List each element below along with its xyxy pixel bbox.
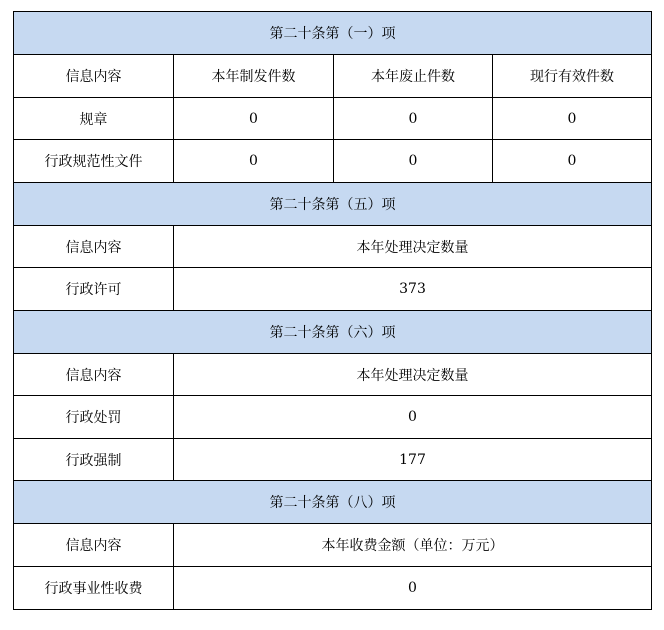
table-header-row bbox=[14, 55, 652, 98]
row-label: 行政规范性文件 bbox=[14, 140, 174, 183]
cell-value: 0 bbox=[174, 567, 652, 610]
section-header-20-1 bbox=[14, 12, 652, 55]
cell-value: 0 bbox=[334, 98, 493, 140]
col-header-fee-amount: 本年收费金额（单位：万元） bbox=[174, 524, 652, 567]
cell-value: 0 bbox=[174, 396, 652, 439]
table-row bbox=[14, 439, 652, 481]
col-header-info: 信息内容 bbox=[14, 524, 174, 567]
section-title: 第二十条第（五）项 bbox=[14, 183, 652, 226]
cell-value: 0 bbox=[174, 98, 334, 140]
col-header-valid: 现行有效件数 bbox=[493, 55, 652, 98]
section-header-20-8 bbox=[14, 481, 652, 524]
cell-value: 177 bbox=[174, 439, 652, 481]
col-header-info: 信息内容 bbox=[14, 354, 174, 396]
table-row bbox=[14, 567, 652, 610]
row-label: 行政事业性收费 bbox=[14, 567, 174, 610]
col-header-info: 信息内容 bbox=[14, 55, 174, 98]
col-header-decisions: 本年处理决定数量 bbox=[174, 226, 652, 268]
table-row bbox=[14, 98, 652, 140]
cell-value: 0 bbox=[334, 140, 493, 183]
cell-value: 373 bbox=[174, 268, 652, 311]
section-title: 第二十条第（一）项 bbox=[14, 12, 652, 55]
cell-value: 0 bbox=[493, 140, 652, 183]
table-header-row bbox=[14, 354, 652, 396]
row-label: 行政许可 bbox=[14, 268, 174, 311]
row-label: 行政强制 bbox=[14, 439, 174, 481]
section-title: 第二十条第（六）项 bbox=[14, 311, 652, 354]
row-label: 行政处罚 bbox=[14, 396, 174, 439]
col-header-issued: 本年制发件数 bbox=[174, 55, 334, 98]
disclosure-table bbox=[13, 11, 652, 610]
col-header-repealed: 本年废止件数 bbox=[334, 55, 493, 98]
cell-value: 0 bbox=[174, 140, 334, 183]
section-header-20-6 bbox=[14, 311, 652, 354]
table-row bbox=[14, 140, 652, 183]
row-label: 规章 bbox=[14, 98, 174, 140]
table-header-row bbox=[14, 226, 652, 268]
col-header-decisions: 本年处理决定数量 bbox=[174, 354, 652, 396]
col-header-info: 信息内容 bbox=[14, 226, 174, 268]
table-row bbox=[14, 396, 652, 439]
section-title: 第二十条第（八）项 bbox=[14, 481, 652, 524]
cell-value: 0 bbox=[493, 98, 652, 140]
table-header-row bbox=[14, 524, 652, 567]
table-row bbox=[14, 268, 652, 311]
section-header-20-5 bbox=[14, 183, 652, 226]
